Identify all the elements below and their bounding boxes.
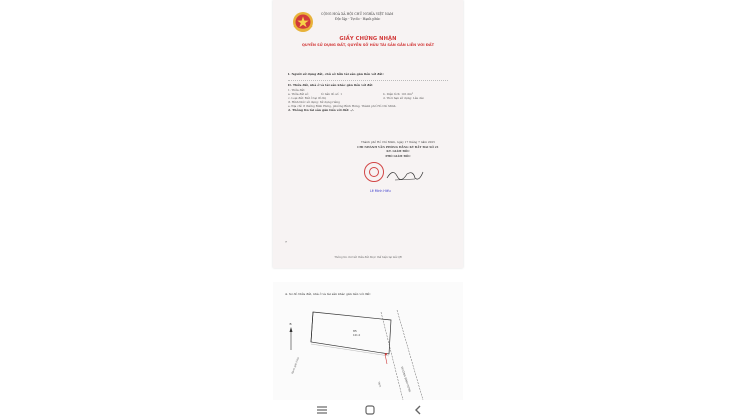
land-item-1: 1. Thửa đất:	[288, 88, 306, 92]
svg-text:B: B	[289, 322, 292, 326]
navigation-bar	[0, 400, 740, 420]
land-item-d: d. Thời hạn sử dụng: Lâu dài	[383, 96, 424, 100]
square-icon[interactable]	[360, 402, 380, 418]
signer-name: Lê Minh Hiếu	[370, 189, 391, 193]
sign-org: CHI NHÁNH VĂN PHÒNG ĐĂNG KÝ ĐẤT ĐAI SỐ 21	[357, 144, 439, 149]
dotted-line	[288, 80, 448, 81]
land-plot-diagram	[273, 282, 463, 400]
certificate-subtitle: QUYỀN SỬ DỤNG ĐẤT, QUYỀN SỞ HỮU TÀI SẢN GẮN LIỀN VỚI ĐẤT	[301, 43, 435, 47]
chevron-back-icon[interactable]	[408, 402, 428, 418]
plot-outline	[311, 312, 391, 354]
map-title: 4. Sơ đồ thửa đất, nhà ở và tài sản khác gắn liền với đất:	[285, 292, 371, 296]
sign-title: PHÓ GIÁM ĐỐC	[385, 153, 411, 158]
sign-date: Thành phố Hồ Chí Minh, ngày 17 tháng 7 năm 2025	[361, 140, 435, 144]
header-motto: Độc lập - Tự do - Hạnh phúc	[335, 17, 381, 21]
land-item-b: b. Diện tích: 101.0m²	[383, 92, 414, 96]
land-item-a2: tờ bản đồ số: 1	[321, 92, 342, 96]
national-emblem	[290, 10, 316, 34]
header-republic: CỘNG HOÀ XÃ HỘI CHỦ NGHĨA VIỆT NAM	[321, 12, 394, 16]
land-item-a: a. Thửa đất số:	[288, 92, 310, 96]
plot-label: 85	[353, 329, 357, 333]
section-owner: I. Người sử dụng đất, chủ sở hữu tài sản gắn liền với đất:	[288, 72, 384, 76]
qr-footer-note: Thông tin chi tiết thửa đất được thể hiện tại mã QR	[334, 256, 402, 259]
svg-text:Ranh giới thửa: Ranh giới thửa	[291, 356, 300, 375]
official-stamp	[364, 162, 384, 182]
road-edge-left	[381, 312, 403, 400]
page-mark: 7	[285, 240, 287, 244]
svg-text:ĐƯỜNG BÌNH HƯNG: ĐƯỜNG BÌNH HƯNG	[400, 366, 412, 393]
land-item-e: đ. Hình thức sử dụng: Sử dụng riêng	[288, 100, 340, 104]
signature-scribble	[385, 166, 425, 184]
sign-role: KT. GIÁM ĐỐC	[386, 149, 410, 153]
land-map-page	[273, 282, 463, 400]
land-item-c: c. Loại đất: Đất ở tại đô thị	[288, 96, 327, 100]
certificate-page	[273, 0, 463, 268]
land-item-f: e. Địa chỉ: 8 đường Bình Hưng, phường Bình Hưng, Thành phố Hồ Chí Minh.	[288, 104, 397, 108]
svg-text:101.0: 101.0	[353, 334, 361, 337]
certificate-title: GIẤY CHỨNG NHẬN	[339, 36, 397, 42]
menu-lines-icon[interactable]	[312, 402, 332, 418]
section-land: II. Thửa đất, nhà ở và tài sản khác gắn liền với đất	[288, 83, 373, 87]
section-assets: 2. Thông tin tài sản gắn liền với đất: -/-	[288, 108, 354, 112]
svg-text:Hẻm: Hẻm	[377, 381, 382, 388]
signature-block	[343, 140, 453, 158]
